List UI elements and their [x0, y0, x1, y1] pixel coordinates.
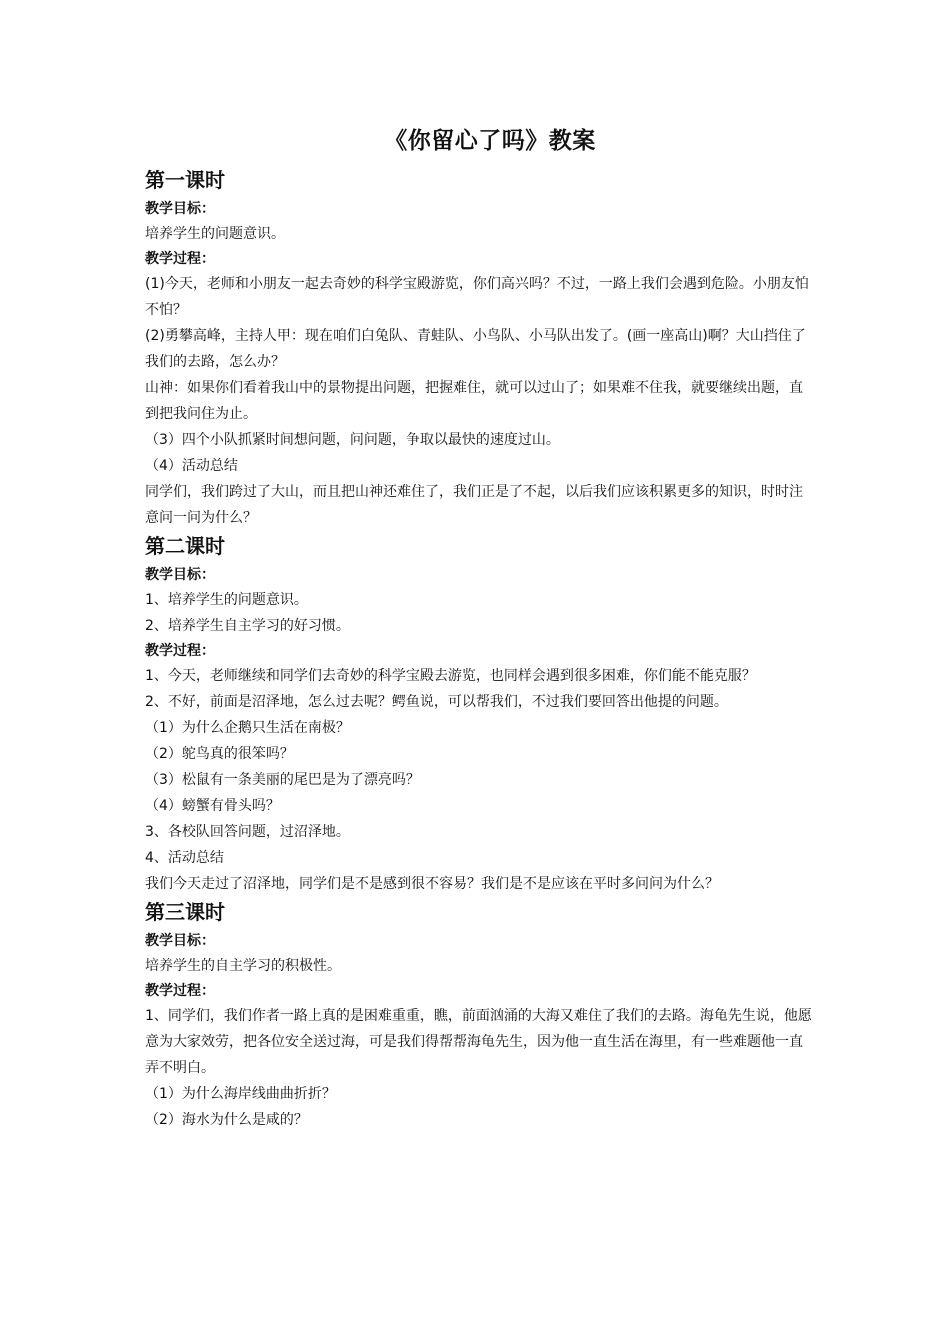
lesson-heading: 第一课时: [145, 168, 225, 192]
process-item: （1）为什么海岸线曲曲折折？: [145, 1086, 336, 1102]
lesson-heading: 第三课时: [145, 900, 225, 924]
process-item: （3）松鼠有一条美丽的尾巴是为了漂亮吗？: [145, 772, 420, 788]
process-item: （4）活动总结: [145, 458, 238, 474]
process-item: 同学们，我们跨过了大山，而且把山神还难住了，我们正是了不起，以后我们应该积累更多的知识，时时注意问一问为什么？: [145, 484, 803, 526]
process-item: （2）鸵鸟真的很笨吗？: [145, 746, 294, 762]
goal-item: 培养学生的自主学习的积极性。: [145, 958, 341, 974]
process-item: (2)勇攀高峰，主持人甲：现在咱们白兔队、青蛙队、小鸟队、小马队出发了。(画一座高山)啊？大山挡住了我们的去路，怎么办？: [145, 328, 806, 370]
process-item: (1)今天，老师和小朋友一起去奇妙的科学宝殿游览，你们高兴吗？不过，一路上我们会遇到危险。小朋友怕不怕？: [145, 276, 809, 318]
process-item: （2）海水为什么是咸的？: [145, 1112, 308, 1128]
process-item: 1、同学们，我们作者一路上真的是困难重重，瞧，前面汹涌的大海又难住了我们的去路。海龟先生说，他愿意为大家效劳，把各位安全送过海，可是我们得帮帮海龟先生，因为他一直生活在海里，有一些难题他一直弄不明白。: [145, 1008, 812, 1076]
teaching-goal-label: 教学目标：: [145, 201, 215, 217]
lesson-section: [145, 899, 815, 1133]
lesson-section: [145, 167, 815, 531]
process-item: 1、今天，老师继续和同学们去奇妙的科学宝殿去游览，也同样会遇到很多困难，你们能不能克服？: [145, 668, 756, 684]
process-item: 我们今天走过了沼泽地，同学们是不是感到很不容易？我们是不是应该在平时多问问为什么？: [145, 876, 719, 892]
lesson-heading: 第二课时: [145, 534, 225, 558]
process-item: （4）螃蟹有骨头吗？: [145, 798, 280, 814]
process-item: （3）四个小队抓紧时间想问题，问问题，争取以最快的速度过山。: [145, 432, 560, 448]
teaching-process-label: 教学过程：: [145, 251, 215, 267]
process-item: 4、活动总结: [145, 850, 224, 866]
document-page: [145, 118, 815, 1133]
goal-item: 培养学生的问题意识。: [145, 226, 285, 242]
lesson-list: [145, 167, 815, 1133]
teaching-goal-label: 教学目标：: [145, 567, 215, 583]
process-item: 山神：如果你们看着我山中的景物提出问题，把握难住，就可以过山了；如果难不住我，就要继续出题，直到把我问住为止。: [145, 380, 803, 422]
document-title: 《你留心了吗》教案: [384, 128, 596, 154]
lesson-section: [145, 533, 815, 897]
goal-item: 1、培养学生的问题意识。: [145, 592, 308, 608]
process-item: （1）为什么企鹅只生活在南极？: [145, 720, 350, 736]
teaching-process-label: 教学过程：: [145, 643, 215, 659]
goal-item: 2、培养学生自主学习的好习惯。: [145, 618, 350, 634]
teaching-goal-label: 教学目标：: [145, 933, 215, 949]
process-item: 3、各校队回答问题，过沼泽地。: [145, 824, 350, 840]
process-item: 2、不好，前面是沼泽地，怎么过去呢？鳄鱼说，可以帮我们，不过我们要回答出他提的问题。: [145, 694, 728, 710]
teaching-process-label: 教学过程：: [145, 983, 215, 999]
